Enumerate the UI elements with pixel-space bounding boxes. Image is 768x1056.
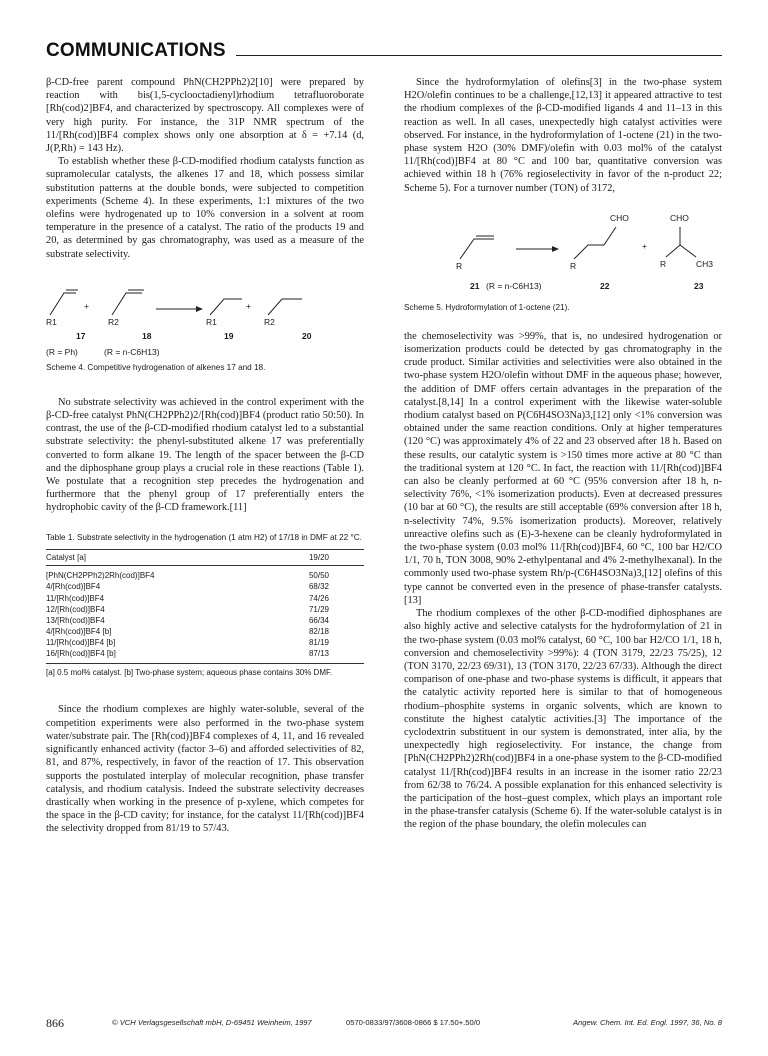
catalyst-cell: 11/[Rh(cod)]BF4 [b] [46,638,116,648]
paragraph: β-CD-free parent compound PhN(CH2PPh2)2[10] were prepared by reaction with bis(1,5-cyclooctadienyl)rhodium tetrafluoroborate [Rh(cod)2]BF4, and characterized by spectroscopy. All complexes were of very high purity. For instance, the 31P NMR spectrum of the 11/[Rh(cod)]BF4 complex shows only one absorption at δ = +7.14 (d, J(P,Rh) = 143 Hz). [46,77,364,155]
table-row [46,627,364,638]
table-row [46,566,364,582]
plus-sign: + [84,300,89,311]
table-header-row [46,550,364,566]
compound-number: 17 [76,330,86,341]
alkane-19 [210,299,242,315]
catalyst-cell: 13/[Rh(cod)]BF4 [46,615,105,625]
plus-sign: + [642,240,647,251]
substituent-definition: (R = n-C6H13) [104,346,160,357]
paragraph: Since the rhodium complexes are highly water-soluble, several of the competition experiments were also performed in the two-phase system water/substrate pair. The [Rh(cod)]BF4 complexes of 4, 11, and 16 revealed significantly enhanced activity (factor 3–6) and afforded selectivities of 82, 81, and 87%, respectively, in favor of the reaction of 17. This observation supports the postulated interplay of molecular recognition, phase transfer catalysis, and rhodium catalysis. Indeed the substrate selectivity decreases drastically when working in the presence of p-xylene, which competes for the space in the β-CD cavity; for instance, for the catalyst 11/[Rh(cod)]BF4 the selectivity dropped from 81/19 to 57/43. [46,704,364,835]
arrow-head [552,246,559,252]
ratio-cell: 81/19 [308,638,330,648]
functional-group-label: CHO [670,212,689,223]
paragraph: The rhodium complexes of the other β-CD-modified diphosphanes are also highly active and selective catalysts for the hydroformylation of 21 in the two-phase system (0.03 mol% catalyst, 60 °C, 100 bar H2/CO 1/1, 18 h, conversion and chemoselectivity >99%): 4 (TON 3179, 22/23 75/25), 12 (TON 3170, 22/23 69/31), 13 (TON 3170, 22/23 67/33). Although the direct comparison of one-phase and two-phase systems is difficult, it appears that the catalytic activity reported here is similar to that of homogeneous rhodium–phosphite systems in organic solvents, which are known to constitute the highest catalytic activities.[3] The importance of the cyclodextrin substituent in our system is demonstrated, inter alia, by the unexpectedly high regioselectivity. For instance, the change from [PhN(CH2PPh2)2Rh(cod)]BF4 in a one-phase system to the β-CD-modified catalyst 11/[Rh(cod)]BF4 results in an increase in the isomer ratio 22/23 from 62/38 to 76/24. A possible explanation for this enhanced selectivity is the participation of the host–guest complex, which plays an important role in the phase-transfer catalysis (Scheme 6). If the water-soluble catalyst is in the region of the phase boundary, the olefin molecules can [404,608,722,831]
scheme-4-structures [46,271,364,333]
journal-citation: Angew. Chem. Int. Ed. Engl. 1997, 36, No. 8 [572,1018,722,1027]
ratio-cell: 50/50 [308,571,330,581]
aldehyde-22 [574,227,616,259]
ratio-cell: 87/13 [274,649,364,664]
catalyst-cell: 4/[Rh(cod)]BF4 [b] [46,627,112,637]
scheme-5 [404,209,722,299]
page-footer [46,1018,722,1032]
catalyst-cell: 4/[Rh(cod)]BF4 [46,582,101,592]
catalyst-cell: [PhN(CH2PPh2)2Rh(cod)]BF4 [46,571,155,581]
table-1 [46,533,364,678]
page-header [46,40,722,62]
scheme-5-caption: Scheme 5. Hydroformylation of 1-octene (21). [404,302,570,312]
substituent-label: CH3 [696,258,714,269]
paragraph: No substrate selectivity was achieved in the control experiment with the β-CD-free catalyst PhN(CH2PPh2)2/[Rh(cod)]BF4 (product ratio 50:50). In contrast, the use of the β-CD-modified rhodium catalyst led to a substantial substrate selectivity: the phenyl-substituted alkene 17 was preferentially converted to form alkane 19. The length of the spacer between the β-CD and the diphosphane group plays a crucial role in these reactions (Table 1). We postulate that a recognition step precedes the hydrogenation and furthermore that the phenyl group of 17 preferentially enters the hydrophobic cavity of the β-CD framework.[11] [46,396,364,514]
price-code: 0570-0833/97/3608-0866 $ 17.50+.50/0 [346,1018,481,1027]
table-row [46,638,364,649]
alkene-21 [460,239,494,259]
compound-number: 18 [142,330,152,341]
table-1-caption: Table 1. Substrate selectivity in the hydrogenation (1 atm H2) of 17/18 in DMF at 22 °C. [46,532,362,542]
table-row [46,582,364,593]
alkene-17 [50,293,76,315]
left-column [46,76,364,836]
ratio-cell: 74/26 [308,593,330,603]
plus-sign: + [246,300,251,311]
table-row [46,593,364,604]
right-column [404,76,722,832]
scheme-4 [46,271,364,359]
header-rule [236,55,722,56]
compound-number: 23 [694,280,704,291]
alkane-20 [268,299,302,315]
substituent-label: R2 [108,316,119,327]
catalyst-cell: 16/[Rh(cod)]BF4 [b] [46,649,274,664]
table-1-footnote: [a] 0.5 mol% catalyst. [b] Two-phase system; aqueous phase contains 30% DMF. [46,668,333,678]
scheme-4-caption: Scheme 4. Competitive hydrogenation of alkenes 17 and 18. [46,362,266,372]
alkene-18 [112,293,142,315]
publisher-line: © VCH Verlagsgesellschaft mbH, D-69451 Weinheim, 1997 [112,1018,312,1027]
substituent-label: R [570,260,577,271]
selectivity-table [46,549,364,664]
ratio-cell: 68/32 [308,582,330,592]
page-number: 866 [46,1016,64,1030]
compound-number: 19 [224,330,234,341]
paragraph: the chemoselectivity was >99%, that is, no undesired hydrogenation or isomerization products could be detected by gas chromatography in the crude product. Similar activities and selectivities were also obtained in the two-phase system H2O/olefin without DMF in the aqueous phase; however, the addition of DMF offers certain advantages in the preparation of the catalyst.[8,14] In a control experiment with the likewise water-soluble rhodium catalyst based on P(C6H4SO3Na)3,[12] only <1% conversion was obtained under the same reaction conditions. Only at higher temperatures (120 °C) was approximately 4% of 22 and 23 observed after 18 h. Based on these results, our catalytic system is >150 times more active at 80 °C than the traditional system at 120 °C. In fact, the reaction with 11/[Rh(cod)]BF4 can also be cleanly performed at 60 °C (95% conversion after 18 h, n-selectivity 76%, <1% isomerization products). Even at decreased pressures (10 bar at 60 °C), the results are still acceptable (69% conversion after 18 h, n-selectivity 74%, 9.5% isomerization products). Moreover, relatively unreactive olefins such as (E)-3-hexene can be cleanly hydroformylated in the two-phase system (0.03 mol% 11/[Rh(cod)]BF4, 60 °C, 100 bar H2/CO 1/1, 70 h, TON 3008, 90% 2-ethylpentanal and 4% 2-methylhexanal). In the commonly used two-phase system Rh/p-(C6H4SO3Na)3,[12] olefins of this type cannot be converted even in the presence of phase-transfer catalysts.[13] [404,330,722,606]
aldehyde-23 [666,245,696,257]
substituent-definition: (R = Ph) [46,346,78,357]
column-header-ratio: 19/20 [274,550,364,566]
paragraph: To establish whether these β-CD-modified rhodium catalysts function as supramolecular catalysts, the alkenes 17 and 18, which possess similar substitution patterns at the double bonds, were subjected to competition experiments (Scheme 4). In these experiments, 1:1 mixtures of the two olefins were hydrogenated up to 10% conversion in a solvent at room temperature in the presence of a catalyst. The ratio of the products 19 and 20, as determined by gas chromatography, was used as a measure of the substrate selectivity. [46,156,364,260]
ratio-cell: 71/29 [308,604,330,614]
substituent-label: R1 [206,316,217,327]
functional-group-label: CHO [610,212,629,223]
substituent-label: R [660,258,667,269]
compound-number: 22 [600,280,610,291]
catalyst-cell: 12/[Rh(cod)]BF4 [46,604,105,614]
paragraph: Since the hydroformylation of olefins[3] in the two-phase system H2O/olefin continues to be a challenge,[12,13] it appeared attractive to test the rhodium complexes of the β-CD-modified ligands 4 and 11–13 in this reaction as well. In all cases, unexpectedly high catalyst activities were observed. For instance, in the hydroformylation of 1-octene (21) in the two-phase system H2O (30% DMF)/olefin with 0.03 mol% of the catalyst 11/[Rh(cod)]BF4 at 80 °C and 100 bar, quantitative conversion was achieved within 18 h (76% regioselectivity in favor of the n-product 22; Scheme 5). For a turnover number (TON) of 3172, [404,77,722,194]
table-row [46,604,364,615]
compound-number: 21 [470,280,480,291]
section-title: COMMUNICATIONS [46,40,226,61]
compound-number: 20 [302,330,312,341]
ratio-cell: 66/34 [308,615,330,625]
substituent-definition: (R = n-C6H13) [486,280,542,291]
substituent-label: R [456,260,463,271]
table-row [46,649,364,664]
catalyst-cell: 11/[Rh(cod)]BF4 [46,593,105,603]
arrow-head [196,306,203,312]
substituent-label: R2 [264,316,275,327]
substituent-label: R1 [46,316,57,327]
ratio-cell: 82/18 [308,627,330,637]
column-header-catalyst: Catalyst [a] [46,550,274,566]
table-row [46,615,364,626]
